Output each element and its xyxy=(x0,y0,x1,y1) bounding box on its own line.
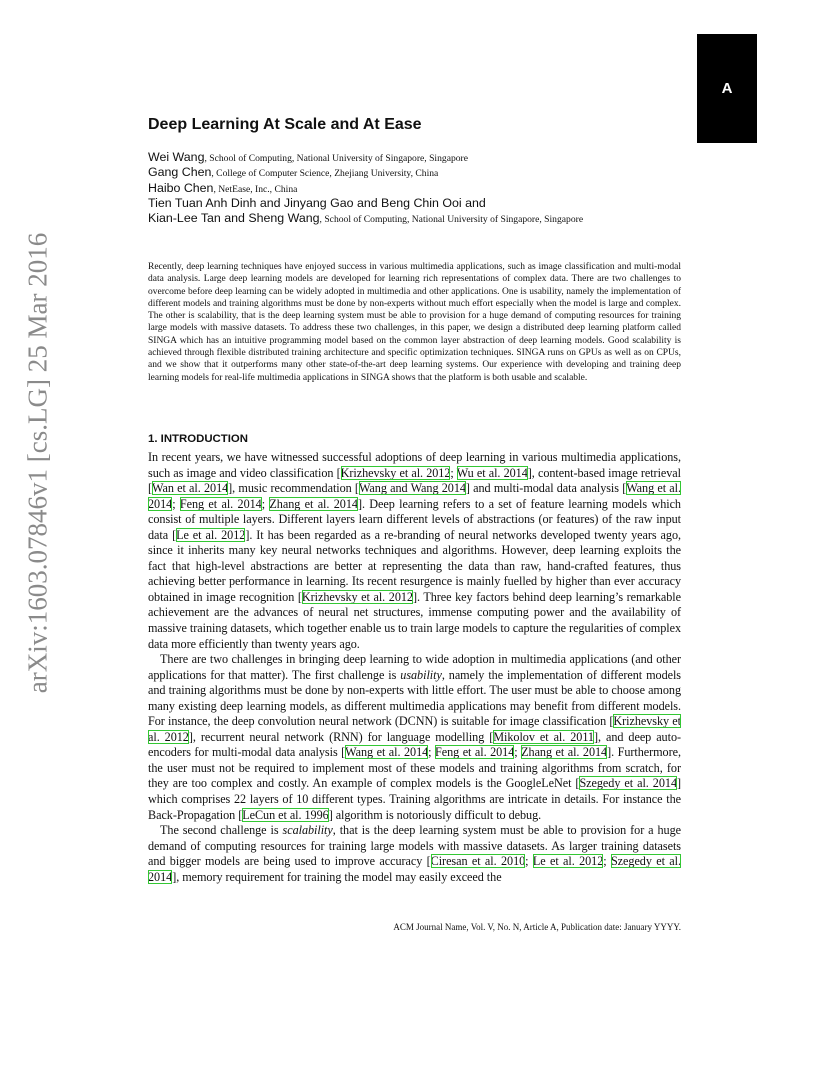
author-names: Kian-Lee Tan and Sheng Wang xyxy=(148,211,320,226)
author-line xyxy=(148,195,708,210)
citation-link[interactable]: Krizhevsky et al. 2012 xyxy=(148,714,681,744)
author-names: Haibo Chen xyxy=(148,180,214,195)
arxiv-identifier: arXiv:1603.07846v1 [cs.LG] 25 Mar 2016 xyxy=(22,232,53,694)
author-line xyxy=(148,210,708,225)
citation-link[interactable]: Wang et al. 2014 xyxy=(345,745,429,760)
body-text: ] and multi-modal data analysis [ xyxy=(465,481,627,496)
paper-title: Deep Learning At Scale and At Ease xyxy=(148,116,422,133)
body-text: ]. Three key factors behind deep learning’s remarkable achievement are the advances of neural net structures, immense computing power and the availability of massive training datasets, which together enable us to train large models to capture the regularities of complex data more efficiently than twenty years ago. xyxy=(148,589,681,651)
body-text: ; xyxy=(514,745,522,760)
body-text: , that is the deep learning system must be able to provision for a huge demand of computing resources for training large models with massive datasets. As larger training datasets and bigger models are being used to improve accuracy [ xyxy=(148,823,681,869)
citation-link[interactable]: Wan et al. 2014 xyxy=(152,481,229,496)
body-text: ; xyxy=(525,854,533,869)
body-text: ; xyxy=(603,854,611,869)
body-text: There are two challenges in bringing deep learning to wide adoption in multimedia applications (and other applications for that matter). The first challenge is xyxy=(148,652,681,682)
citation-link[interactable]: Mikolov et al. 2011 xyxy=(493,729,594,744)
citation-link[interactable]: Wang and Wang 2014 xyxy=(358,481,466,496)
author-line xyxy=(148,164,708,179)
article-tab-label: A xyxy=(721,80,733,97)
author-names: Tien Tuan Anh Dinh and Jinyang Gao and Beng Chin Ooi and xyxy=(148,195,486,210)
citation-link[interactable]: Feng et al. 2014 xyxy=(435,745,515,760)
body-text: , namely the implementation of different models and training algorithms must be done by non-experts with little effort. The user must be able to choose among many existing deep learning models, as different multimedia applications may benefit from different models. For instance, the deep convolution neural network (DCNN) is suitable for image classification [ xyxy=(148,667,681,729)
citation-link[interactable]: Szegedy et al. 2014 xyxy=(148,854,681,884)
body-text: ; xyxy=(428,745,436,760)
author-affiliation: , NetEase, Inc., China xyxy=(213,183,298,195)
citation-link[interactable]: Szegedy et al. 2014 xyxy=(579,776,677,791)
author-line xyxy=(148,149,708,164)
body-text: ] algorithm is notoriously difficult to debug. xyxy=(328,807,542,822)
author-affiliation: , College of Computer Science, Zhejiang University, China xyxy=(211,168,439,180)
body-text: ], recurrent neural network (RNN) for language modelling [ xyxy=(188,729,494,744)
body-text: ]. It has been regarded as a re-branding of neural networks developed twenty years ago, since it inherits many key neural networks techniques and algorithms. However, deep learning exploits the fact that high-level abstractions are better at representing the data than raw, hand-crafted features, thus achieving better performance in learning. Its recent resurgence is mainly fuelled by higher than ever accuracy obtained in image recognition [ xyxy=(148,527,681,604)
body-text: ]. Deep learning refers to a set of feature learning models which consist of multiple layers. Different layers learn different levels of abstractions (or features) of the raw input data [ xyxy=(148,496,681,542)
citation-link[interactable]: Le et al. 2012 xyxy=(532,854,604,869)
author-names: Gang Chen xyxy=(148,165,212,180)
journal-footer: ACM Journal Name, Vol. V, No. N, Article A, Publication date: January YYYY. xyxy=(393,922,681,932)
citation-link[interactable]: Le et al. 2012 xyxy=(176,527,246,542)
body-paragraph xyxy=(148,652,681,823)
abstract: Recently, deep learning techniques have enjoyed success in various multimedia applications, such as image classification and multi-modal data analysis. Large deep learning models are developed for learning rich representations of complex data. There are two challenges to overcome before deep learning can be widely adopted in multimedia and other applications. One is usability, namely the implementation of different models and training algorithms must be done by non-experts without much effort especially when the model is large and complex. The other is scalability, that is the deep learning system must be able to provision for a huge demand of computing resources for training large models with massive datasets. To address these two challenges, in this paper, we design a distributed deep learning platform called SINGA which has an intuitive programming model based on the common layer abstraction of deep learning models. Good scalability is achieved through flexible distributed training architecture and specific optimization techniques. SINGA runs on GPUs as well as on CPUs, and we show that it outperforms many other state-of-the-art deep learning systems. Our experience with developing and training deep learning models for real-life multimedia applications in SINGA shows that the platform is both usable and scalable. xyxy=(148,262,681,383)
section-heading: 1. INTRODUCTION xyxy=(148,433,248,445)
body-text: ], music recommendation [ xyxy=(228,481,359,496)
article-tab xyxy=(697,34,757,143)
body-text: ], memory requirement for training the model may easily exceed the xyxy=(172,869,502,884)
body-text: ]. Furthermore, the user must not be required to implement most of these models and training algorithms from scratch, for they are too complex and costly. An example of complex models is the GoogleLeNet [ xyxy=(148,745,681,791)
author-names: Wei Wang xyxy=(148,150,205,164)
citation-link[interactable]: Wang et al. 2014 xyxy=(148,481,681,511)
body-text: The second challenge is xyxy=(160,823,283,838)
citation-link[interactable]: Krizhevsky et al. 2012 xyxy=(340,465,451,480)
author-list xyxy=(148,149,708,225)
author-affiliation: , School of Computing, National University of Singapore, Singapore xyxy=(319,214,584,226)
body-text: ; xyxy=(450,465,457,480)
body-text: ; xyxy=(172,496,180,511)
introduction-body xyxy=(148,450,681,885)
citation-link[interactable]: Zhang et al. 2014 xyxy=(269,496,358,511)
body-text: ] which comprises 22 layers of 10 different types. Training algorithms are intricate in details. For instance the Back-Propagation [ xyxy=(148,776,682,822)
citation-link[interactable]: Zhang et al. 2014 xyxy=(521,745,608,760)
emphasized-term: usability xyxy=(400,667,442,682)
author-line xyxy=(148,180,708,195)
author-affiliation: , School of Computing, National University of Singapore, Singapore xyxy=(204,153,468,164)
body-text: ; xyxy=(261,496,270,511)
body-text: ], and deep auto-encoders for multi-modal data analysis [ xyxy=(148,729,681,760)
body-text: In recent years, we have witnessed successful adoptions of deep learning in various multimedia applications, such as image and video classification [ xyxy=(148,450,681,480)
citation-link[interactable]: Feng et al. 2014 xyxy=(179,496,262,511)
citation-link[interactable]: Wu et al. 2014 xyxy=(456,465,528,480)
body-paragraph xyxy=(148,823,681,885)
emphasized-term: scalability xyxy=(282,823,333,838)
citation-link[interactable]: LeCun et al. 1996 xyxy=(242,807,329,822)
citation-link[interactable]: Ciresan et al. 2010 xyxy=(430,854,526,869)
body-paragraph xyxy=(148,450,681,652)
body-text: ], content-based image retrieval [ xyxy=(148,465,682,496)
citation-link[interactable]: Krizhevsky et al. 2012 xyxy=(301,589,413,604)
